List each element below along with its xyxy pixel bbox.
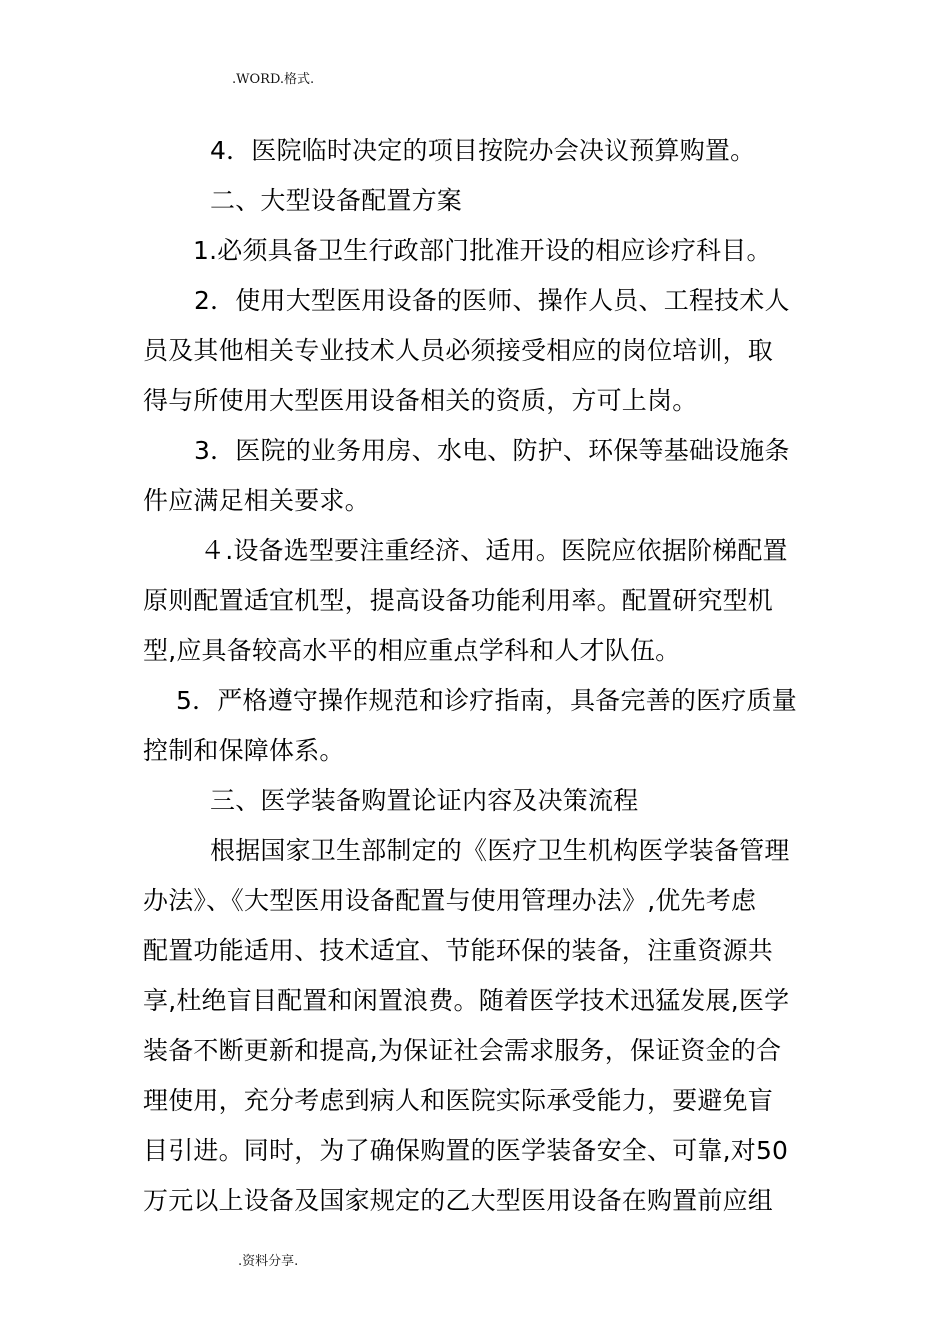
page-header: .WORD.格式. [232,72,315,87]
text-line: 享,杜绝盲目配置和闲置浪费。随着医学技术迅猛发展,医学 [143,986,790,1015]
text-line: 4．医院临时决定的项目按院办会决议预算购置。 [210,136,756,165]
text-line: 根据国家卫生部制定的《医疗卫生机构医学装备管理 [210,836,790,865]
section-heading: 二、大型设备配置方案 [210,186,463,215]
text-line: 办法》、《大型医用设备配置与使用管理办法》,优先考虑 [143,886,757,915]
text-line: 2．使用大型医用设备的医师、操作人员、工程技术人 [194,286,790,315]
text-line: 得与所使用大型医用设备相关的资质，方可上岗。 [143,386,698,415]
text-line: 3．医院的业务用房、水电、防护、环保等基础设施条 [194,436,790,465]
text-line: 型,应具备较高水平的相应重点学科和人才队伍。 [143,636,681,665]
text-line: ４.设备选型要注重经济、适用。医院应依据阶梯配置 [200,536,788,565]
section-heading: 三、医学装备购置论证内容及决策流程 [210,786,639,815]
text-line: 1.必须具备卫生行政部门批准开设的相应诊疗科目。 [193,236,772,265]
text-line: 目引进。同时，为了确保购置的医学装备安全、可靠,对50 [143,1136,789,1165]
text-line: 员及其他相关专业技术人员必须接受相应的岗位培训，取 [143,336,774,365]
page-footer: .资料分享. [238,1254,299,1269]
text-line: 控制和保障体系。 [143,736,345,765]
text-line: 5．严格遵守操作规范和诊疗指南，具备完善的医疗质量 [176,686,797,715]
text-line: 装备不断更新和提高,为保证社会需求服务，保证资金的合 [143,1036,782,1065]
text-line: 原则配置适宜机型，提高设备功能利用率。配置研究型机 [143,586,774,615]
text-line: 万元以上设备及国家规定的乙大型医用设备在购置前应组 [143,1186,774,1215]
text-line: 理使用，充分考虑到病人和医院实际承受能力，要避免盲 [143,1086,774,1115]
text-line: 配置功能适用、技术适宜、节能环保的装备，注重资源共 [143,936,774,965]
text-line: 件应满足相关要求。 [143,486,370,515]
